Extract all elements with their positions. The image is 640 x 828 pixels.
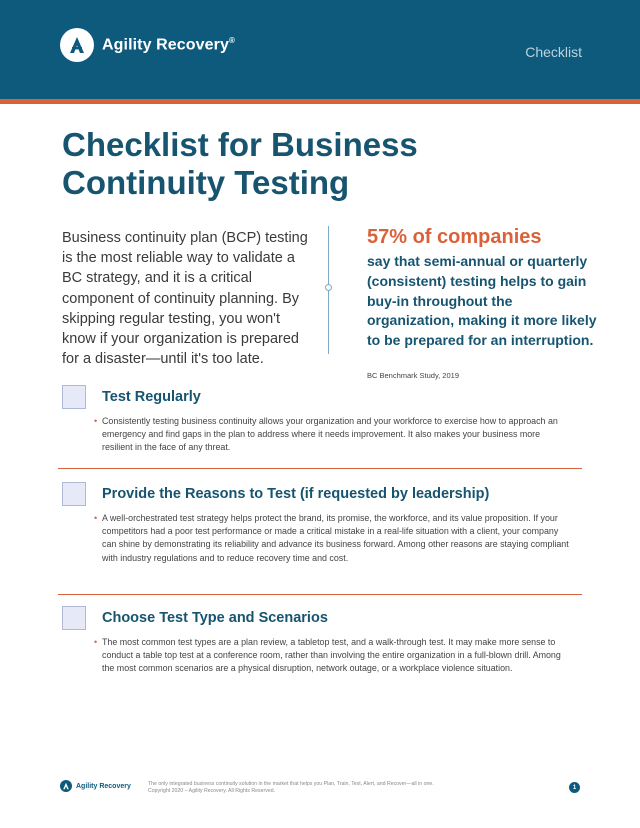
checkbox[interactable] — [62, 385, 86, 409]
section-title: Choose Test Type and Scenarios — [102, 610, 328, 626]
document-type-label: Checklist — [525, 44, 582, 60]
footer-brand: Agility Recovery — [76, 782, 131, 790]
bullet-icon: • — [94, 513, 98, 523]
bullet-icon: • — [94, 637, 98, 647]
brand-name: Agility Recovery® — [102, 35, 235, 54]
footer-logo[interactable] — [60, 780, 131, 792]
section-body: • A well-orchestrated test strategy helps protect the brand, its promise, the workforce, and its value proposition. If your competitors had a poor test performance or made a critical mistake in a real-life situation with a client, your company can shine by demonstrating its reliability and advance its business forward. Among other reasons are staying compliant with industry regulations and to reduce recovery time and cost. — [94, 513, 569, 563]
section-body: • Consistently testing business continuity allows your organization and your workforce to exercise how to approach an emergency and find gaps in the plan to address where it needs improvement. It also makes your business more resilient in the face of any threat. — [94, 416, 558, 453]
checkbox[interactable] — [62, 482, 86, 506]
bullet-icon: • — [94, 416, 98, 426]
stat-body: say that semi-annual or quarterly (consistent) testing helps to gain buy-in throughout the organization, making it more likely to be prepared for an interruption. — [367, 253, 597, 349]
section-divider — [58, 594, 582, 595]
header-bar — [0, 0, 640, 101]
stat-headline: 57% of companies — [367, 226, 542, 248]
divider-dot-icon — [325, 284, 332, 291]
header-accent-line — [0, 99, 640, 104]
footer-text — [148, 781, 508, 795]
agility-logo-icon — [60, 28, 94, 62]
section-title: Provide the Reasons to Test (if requested by leadership) — [102, 486, 490, 502]
page-title: Checklist for Business Continuity Testing — [62, 126, 418, 201]
logo[interactable] — [60, 28, 235, 62]
section-divider — [58, 468, 582, 469]
section-body: • The most common test types are a plan review, a tabletop test, and a walk-through test. It may make more sense to conduct a table top test at a conference room, rather than involving the entire organization in a full-blown drill. Among the most common scenarios are a physical disruption, network outage, or a workplace violence situation. — [94, 637, 561, 674]
stat-source: BC Benchmark Study, 2019 — [367, 371, 459, 380]
footer-tagline: The only integrated business continuity solution in the market that helps you Plan, Train, Test, Alert, and Recover—all in one. — [148, 781, 434, 787]
agility-logo-icon — [60, 780, 72, 792]
page-number: 1 — [569, 782, 580, 793]
intro-paragraph: Business continuity plan (BCP) testing is the most reliable way to validate a BC strategy, and it is a critical component of continuity planning. By skipping regular testing, you won't know if your organization is prepared for a disaster—until it's too late. — [62, 230, 308, 368]
footer-copyright: Copyright 2020 – Agility Recovery. All Rights Reserved. — [148, 788, 276, 794]
checkbox[interactable] — [62, 606, 86, 630]
section-title: Test Regularly — [102, 389, 201, 405]
